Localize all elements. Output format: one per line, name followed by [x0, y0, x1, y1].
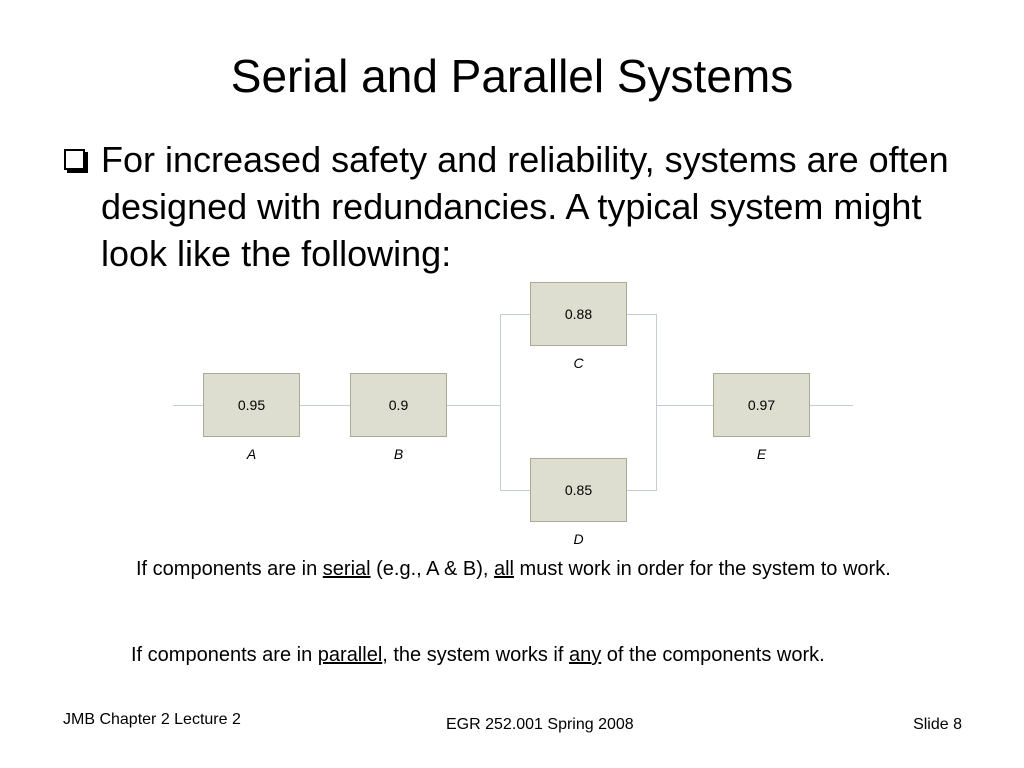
- component-e-label: E: [756, 446, 767, 462]
- component-b: 0.9: [350, 373, 447, 437]
- component-c: 0.88: [530, 282, 627, 346]
- wire-join-vertical: [656, 314, 657, 490]
- any-term: any: [568, 644, 602, 666]
- parallel-note: [131, 640, 831, 670]
- component-d: 0.85: [530, 458, 627, 522]
- serial-term: serial: [322, 558, 371, 580]
- parallel-term: parallel: [317, 644, 383, 666]
- parallel-note-text: of the components work.: [601, 644, 825, 666]
- wire-from-c: [626, 314, 657, 315]
- component-a: 0.95: [203, 373, 300, 437]
- wire-input: [173, 405, 203, 406]
- wire-a-b: [299, 405, 350, 406]
- footer-right: Slide 8: [913, 716, 962, 733]
- serial-note-text: (e.g., A & B),: [370, 558, 494, 580]
- wire-b-split: [446, 405, 500, 406]
- wire-split-vertical: [500, 314, 501, 490]
- component-c-label: C: [573, 355, 584, 371]
- checkbox-bullet-icon: [64, 149, 85, 170]
- component-a-label: A: [246, 446, 257, 462]
- wire-to-c: [500, 314, 530, 315]
- serial-note-text: If components are in: [136, 558, 323, 580]
- wire-to-d: [500, 490, 530, 491]
- parallel-note-text: If components are in: [131, 644, 318, 666]
- footer-left: JMB Chapter 2 Lecture 2: [63, 711, 241, 728]
- all-term: all: [493, 558, 514, 580]
- component-e: 0.97: [713, 373, 810, 437]
- component-d-label: D: [573, 531, 584, 547]
- component-b-label: B: [393, 446, 404, 462]
- parallel-note-text: , the system works if: [382, 644, 569, 666]
- bullet-text: For increased safety and reliability, systems are often designed with redundancies. A typical system might look like the following:: [101, 139, 949, 274]
- footer-center: EGR 252.001 Spring 2008: [446, 716, 634, 733]
- wire-output: [809, 405, 853, 406]
- wire-join-e: [656, 405, 713, 406]
- serial-note-text: must work in order for the system to work.: [513, 558, 891, 580]
- serial-note: [136, 554, 936, 584]
- slide-title: Serial and Parallel Systems: [230, 50, 794, 102]
- wire-from-d: [626, 490, 657, 491]
